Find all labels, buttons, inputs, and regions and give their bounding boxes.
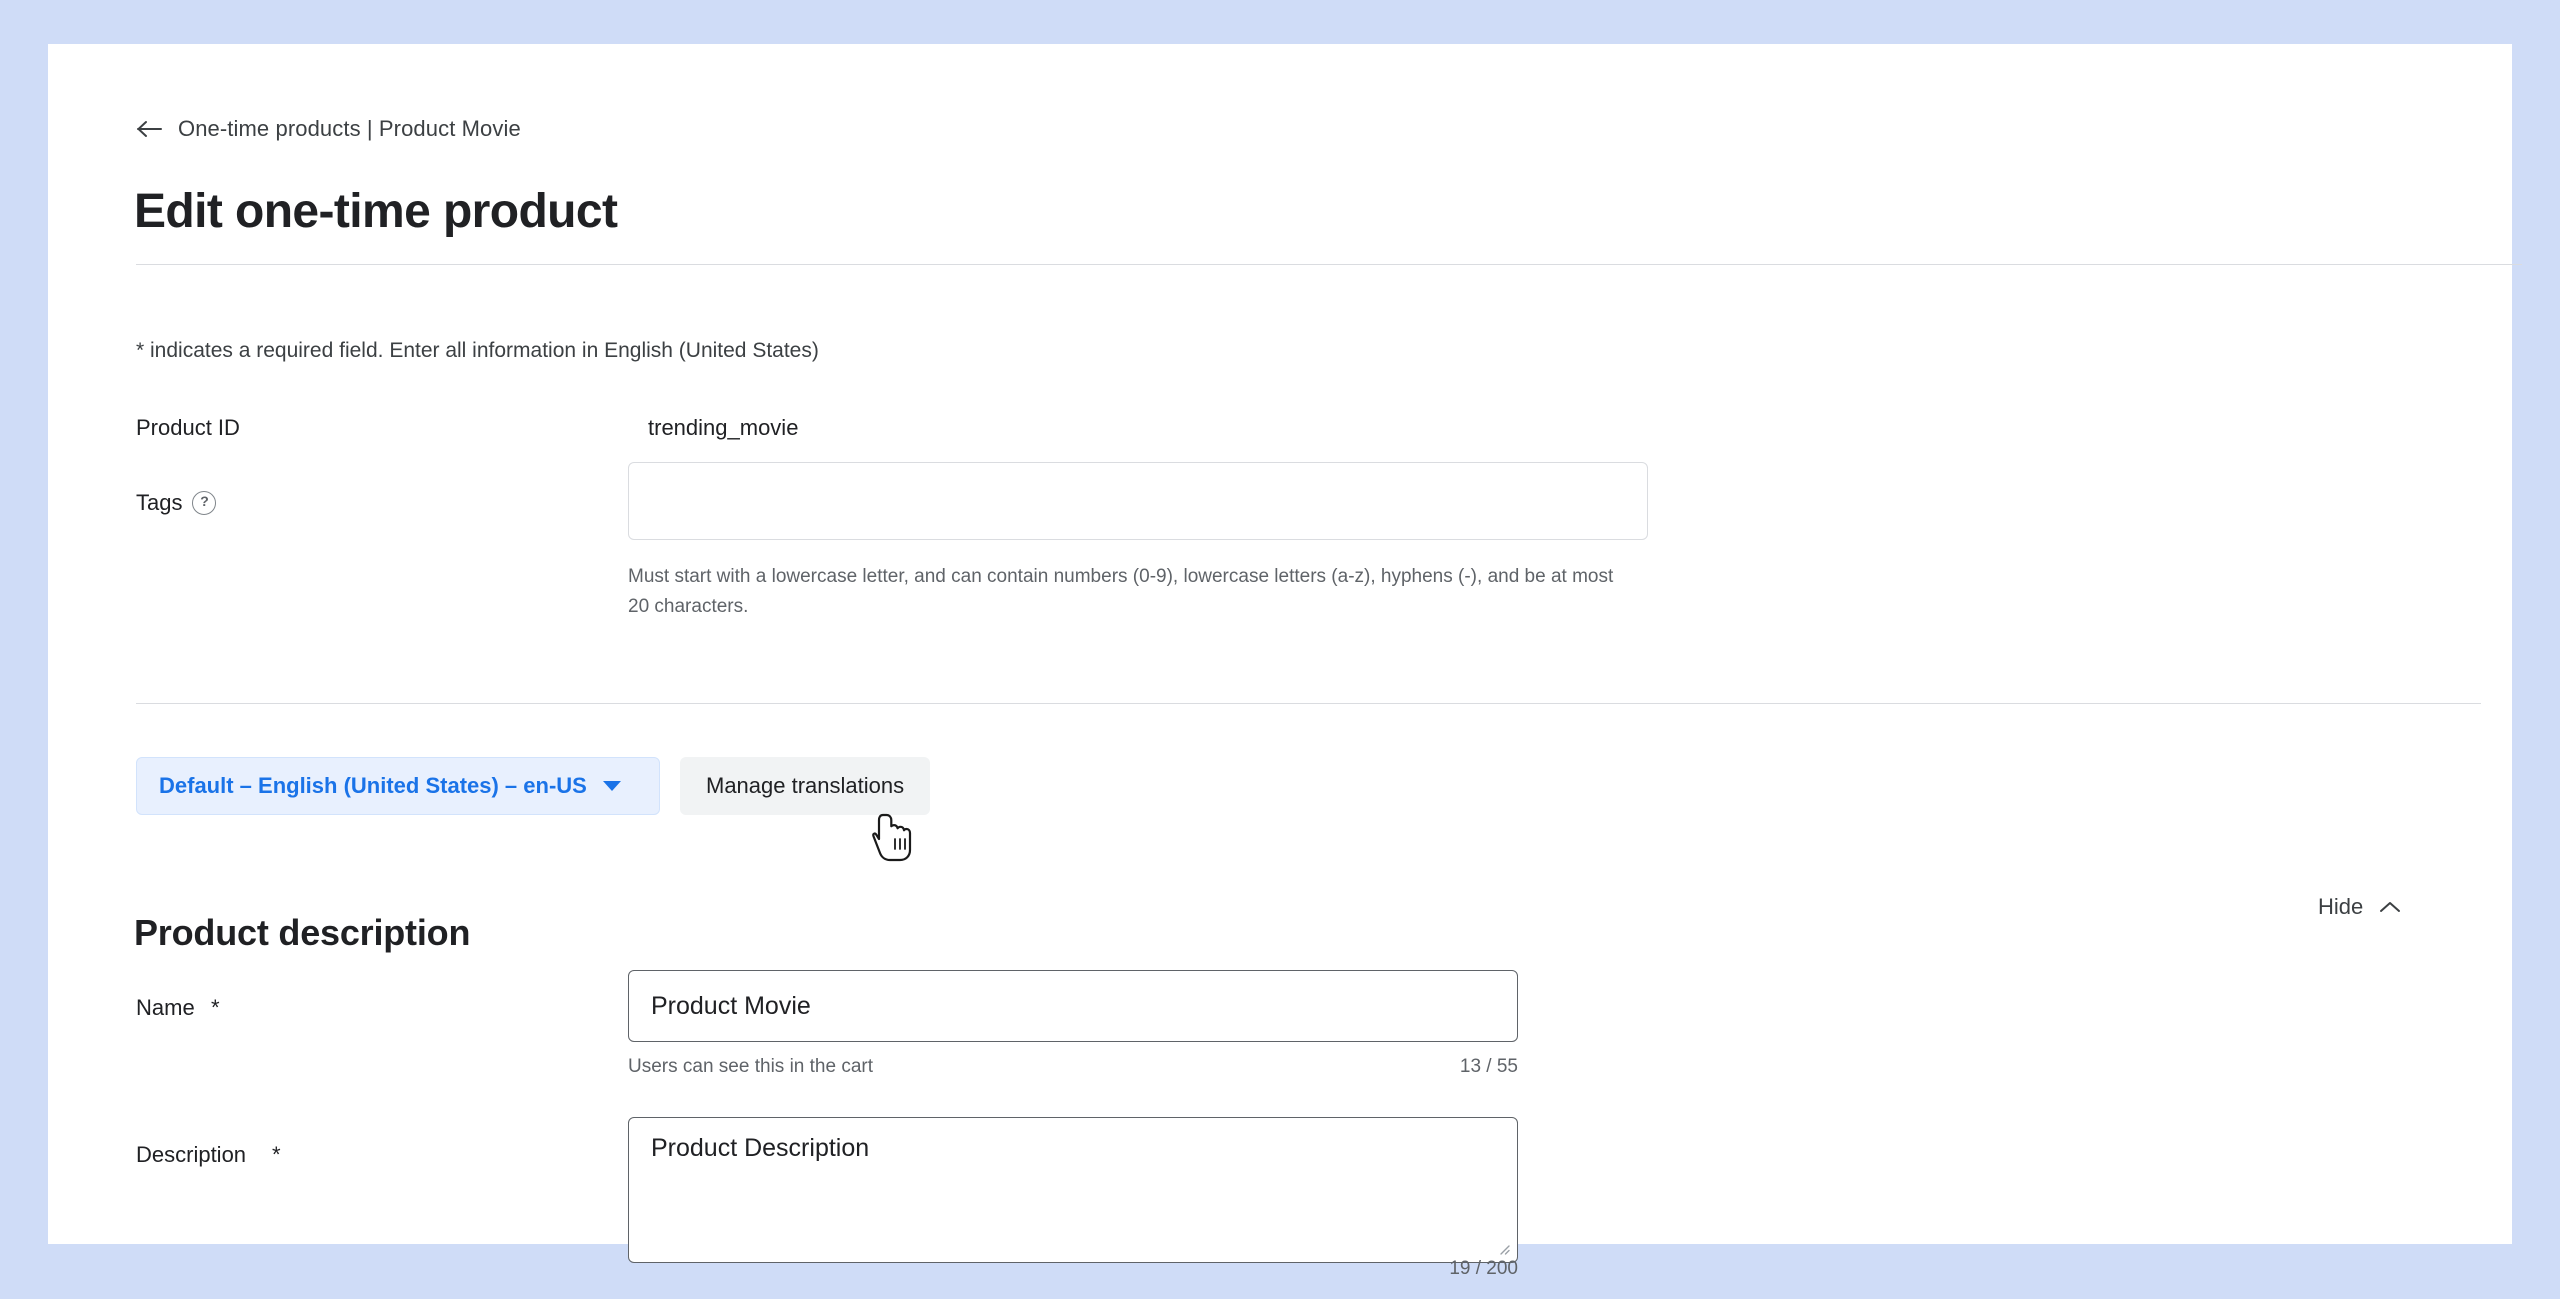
- product-id-label: Product ID: [136, 415, 240, 440]
- language-selector[interactable]: [136, 757, 660, 815]
- page-title: Edit one-time product: [134, 185, 618, 239]
- help-circle-icon[interactable]: ?: [192, 491, 216, 515]
- tags-label-row: [136, 490, 216, 516]
- tags-input[interactable]: [628, 462, 1648, 540]
- tags-helper-text: Must start with a lowercase letter, and can contain numbers (0-9), lowercase letters (a-z), hyphens (-), and be at most 20 characters.: [628, 566, 1614, 618]
- tags-label: Tags: [136, 490, 183, 515]
- title-divider: [136, 264, 2522, 265]
- chevron-down-icon: [603, 781, 621, 791]
- required-field-note: * indicates a required field. Enter all information in English (United States): [136, 339, 819, 362]
- section-title: Product description: [134, 911, 471, 953]
- name-character-counter: 13 / 55: [1459, 1056, 1518, 1077]
- description-character-counter: 19 / 200: [1449, 1258, 1518, 1279]
- mouse-cursor: [873, 813, 919, 865]
- description-required-marker: *: [272, 1142, 281, 1167]
- name-input[interactable]: [628, 970, 1518, 1042]
- breadcrumb-label: One-time products | Product Movie: [178, 116, 521, 141]
- right-edge-panel: [2489, 590, 2512, 760]
- product-id-value: trending_movie: [648, 415, 799, 440]
- hide-section-toggle[interactable]: [2318, 894, 2401, 920]
- name-required-marker: *: [211, 995, 220, 1020]
- content-card: [48, 44, 2512, 1279]
- breadcrumb[interactable]: [136, 116, 521, 142]
- language-selector-label: Default – English (United States) – en-US: [159, 773, 587, 798]
- description-textarea[interactable]: [628, 1117, 1518, 1263]
- hide-section-label: Hide: [2318, 894, 2364, 919]
- manage-translations-button[interactable]: Manage translations: [680, 757, 930, 815]
- chevron-up-icon: [2379, 900, 2401, 914]
- section-divider: [136, 703, 2481, 704]
- name-hint: Users can see this in the cart: [628, 1056, 873, 1077]
- arrow-left-icon[interactable]: [136, 118, 164, 140]
- description-label: Description: [136, 1142, 247, 1167]
- name-label: Name: [136, 995, 195, 1020]
